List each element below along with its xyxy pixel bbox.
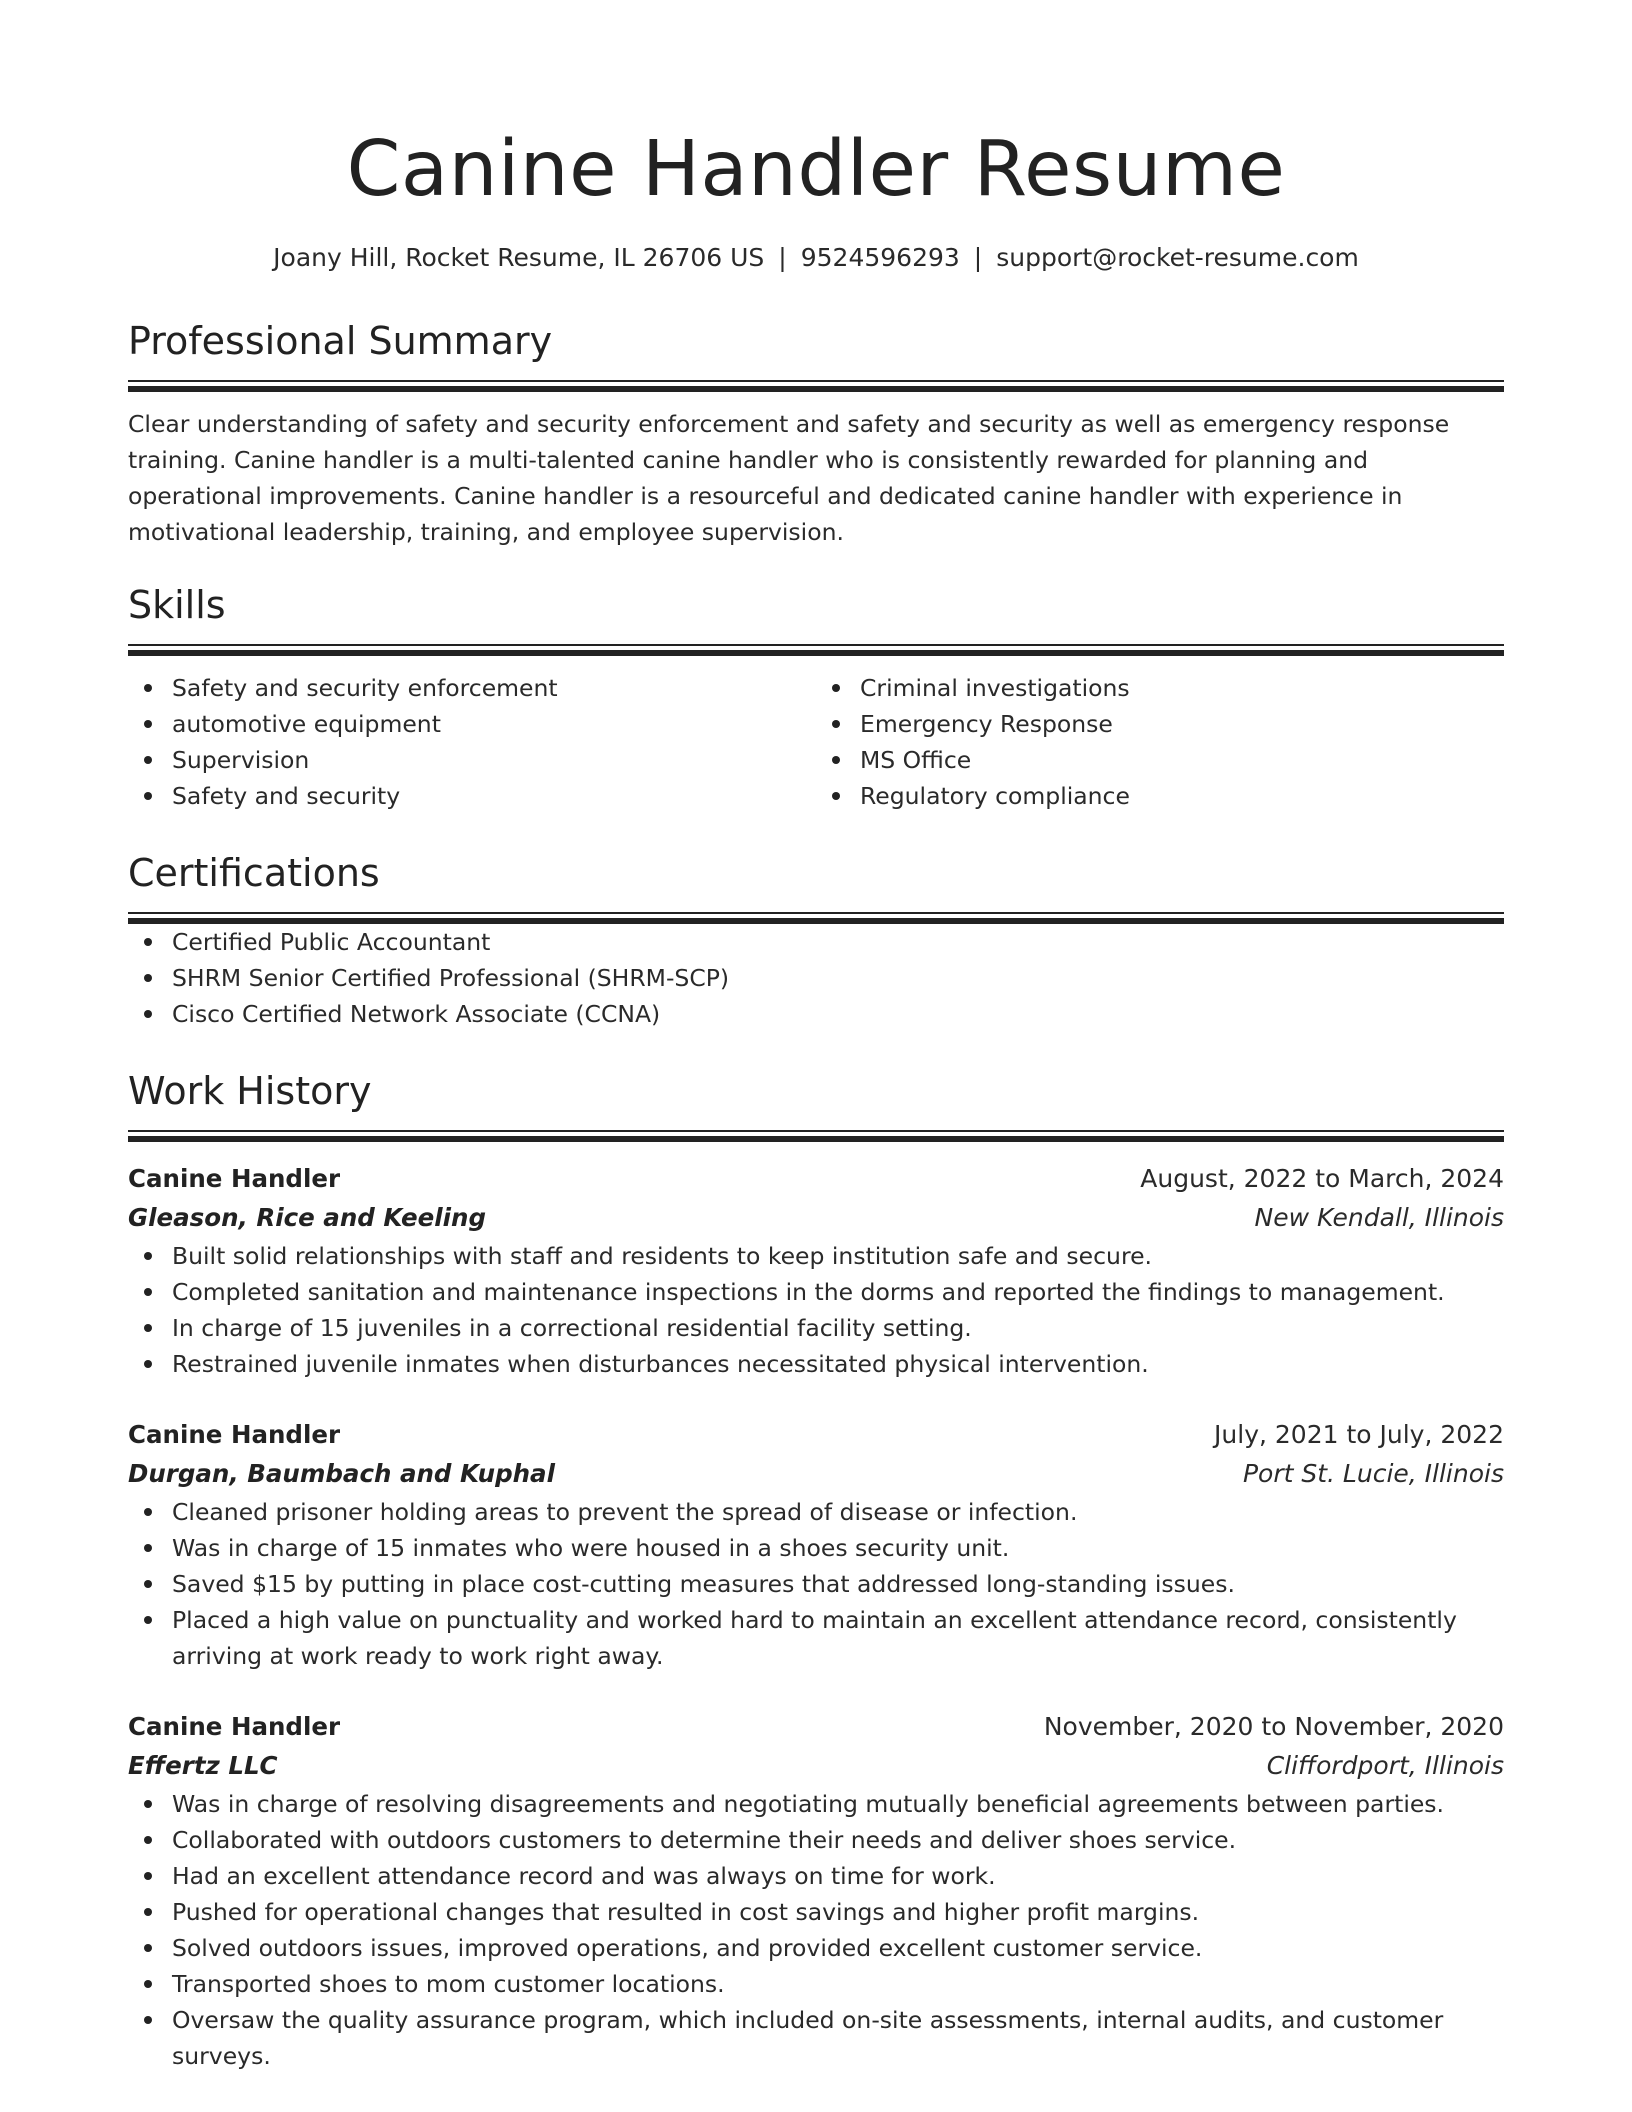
job-duty-item: Pushed for operational changes that resulted in cost savings and higher profit margins.	[172, 1894, 1504, 1930]
certifications-list	[128, 924, 1504, 1032]
contact-phone: 9524596293	[800, 243, 960, 272]
job-title: Canine Handler	[128, 1712, 341, 1741]
certification-item: SHRM Senior Certified Professional (SHRM-SCP)	[172, 960, 1504, 996]
job-duty-item: Collaborated with outdoors customers to determine their needs and deliver shoes service.	[172, 1822, 1504, 1858]
job-entry	[128, 1416, 1504, 1674]
skill-item: Emergency Response	[860, 706, 1504, 742]
contact-email: support@rocket-resume.com	[996, 243, 1359, 272]
contact-separator: |	[973, 243, 983, 272]
section-heading-work-history: Work History	[128, 1069, 372, 1113]
skill-item: Criminal investigations	[860, 670, 1504, 706]
section-heading-certifications: Certifications	[128, 851, 380, 895]
job-header-row	[128, 1708, 1504, 1746]
skills-section	[128, 580, 1504, 814]
skills-list-right	[816, 670, 1504, 814]
skill-item: automotive equipment	[172, 706, 816, 742]
job-duties-list	[128, 1238, 1504, 1382]
resume-title: Canine Handler Resume	[346, 125, 1286, 214]
section-divider	[128, 912, 1504, 924]
job-header-row	[128, 1160, 1504, 1198]
job-location: Cliffordport, Illinois	[1266, 1751, 1504, 1780]
job-dates: November, 2020 to November, 2020	[1043, 1712, 1504, 1741]
certification-item: Cisco Certified Network Associate (CCNA)	[172, 996, 1504, 1032]
skill-item: Safety and security enforcement	[172, 670, 816, 706]
job-duty-item: Transported shoes to mom customer locations.	[172, 1966, 1504, 2002]
job-title: Canine Handler	[128, 1164, 341, 1193]
skills-column-left	[128, 670, 816, 814]
job-duty-item: Was in charge of 15 inmates who were housed in a shoes security unit.	[172, 1530, 1504, 1566]
job-duty-item: Completed sanitation and maintenance inspections in the dorms and reported the findings to management.	[172, 1274, 1504, 1310]
job-duties-list	[128, 1494, 1504, 1674]
job-duty-item: Saved $15 by putting in place cost-cutting measures that addressed long-standing issues.	[172, 1566, 1504, 1602]
summary-text: Clear understanding of safety and security enforcement and safety and security as well as emergency response training. Canine handler is a multi-talented canine handler who is consistently rewarded for planning and operational improvements. Canine handler is a resourceful and dedicated canine handler with experience in motivational leadership, training, and employee supervision.	[128, 410, 1450, 546]
job-header-row	[128, 1416, 1504, 1454]
job-duties-list	[128, 1786, 1504, 2074]
job-location: New Kendall, Illinois	[1254, 1203, 1504, 1232]
job-duty-item: In charge of 15 juveniles in a correctional residential facility setting.	[172, 1310, 1504, 1346]
job-company: Effertz LLC	[128, 1751, 278, 1780]
skill-item: Supervision	[172, 742, 816, 778]
professional-summary-section	[128, 316, 1504, 550]
section-divider	[128, 644, 1504, 656]
job-duty-item: Solved outdoors issues, improved operations, and provided excellent customer service.	[172, 1930, 1504, 1966]
certification-item: Certified Public Accountant	[172, 924, 1504, 960]
job-duty-item: Was in charge of resolving disagreements and negotiating mutually beneficial agreements between parties.	[172, 1786, 1504, 1822]
job-company: Durgan, Baumbach and Kuphal	[128, 1459, 555, 1488]
job-duty-item: Built solid relationships with staff and residents to keep institution safe and secure.	[172, 1238, 1504, 1274]
work-history-section	[128, 1066, 1504, 2074]
skill-item: Safety and security	[172, 778, 816, 814]
skill-item: Regulatory compliance	[860, 778, 1504, 814]
contact-address: Joany Hill, Rocket Resume, IL 26706 US	[273, 243, 765, 272]
section-divider	[128, 1130, 1504, 1142]
skill-item: MS Office	[860, 742, 1504, 778]
job-duty-item: Placed a high value on punctuality and worked hard to maintain an excellent attendance record, consistently arriving at work ready to work right away.	[172, 1602, 1504, 1674]
skills-grid	[128, 670, 1504, 814]
job-entry	[128, 1160, 1504, 1382]
job-title: Canine Handler	[128, 1420, 341, 1449]
job-location: Port St. Lucie, Illinois	[1242, 1459, 1504, 1488]
job-company: Gleason, Rice and Keeling	[128, 1203, 486, 1232]
job-dates: August, 2022 to March, 2024	[1140, 1164, 1504, 1193]
section-heading-summary: Professional Summary	[128, 319, 553, 363]
section-divider	[128, 380, 1504, 392]
section-heading-skills: Skills	[128, 583, 226, 627]
job-duty-item: Restrained juvenile inmates when disturbances necessitated physical intervention.	[172, 1346, 1504, 1382]
job-company-row	[128, 1198, 1504, 1238]
job-entry	[128, 1708, 1504, 2074]
job-company-row	[128, 1454, 1504, 1494]
contact-line	[128, 240, 1504, 276]
skills-list-left	[128, 670, 816, 814]
job-dates: July, 2021 to July, 2022	[1214, 1420, 1504, 1449]
job-duty-item: Oversaw the quality assurance program, which included on-site assessments, internal audits, and customer surveys.	[172, 2002, 1504, 2074]
job-duty-item: Had an excellent attendance record and was always on time for work.	[172, 1858, 1504, 1894]
job-duty-item: Cleaned prisoner holding areas to prevent the spread of disease or infection.	[172, 1494, 1504, 1530]
skills-column-right	[816, 670, 1504, 814]
contact-separator: |	[778, 243, 787, 272]
certifications-section	[128, 848, 1504, 1032]
job-company-row	[128, 1746, 1504, 1786]
